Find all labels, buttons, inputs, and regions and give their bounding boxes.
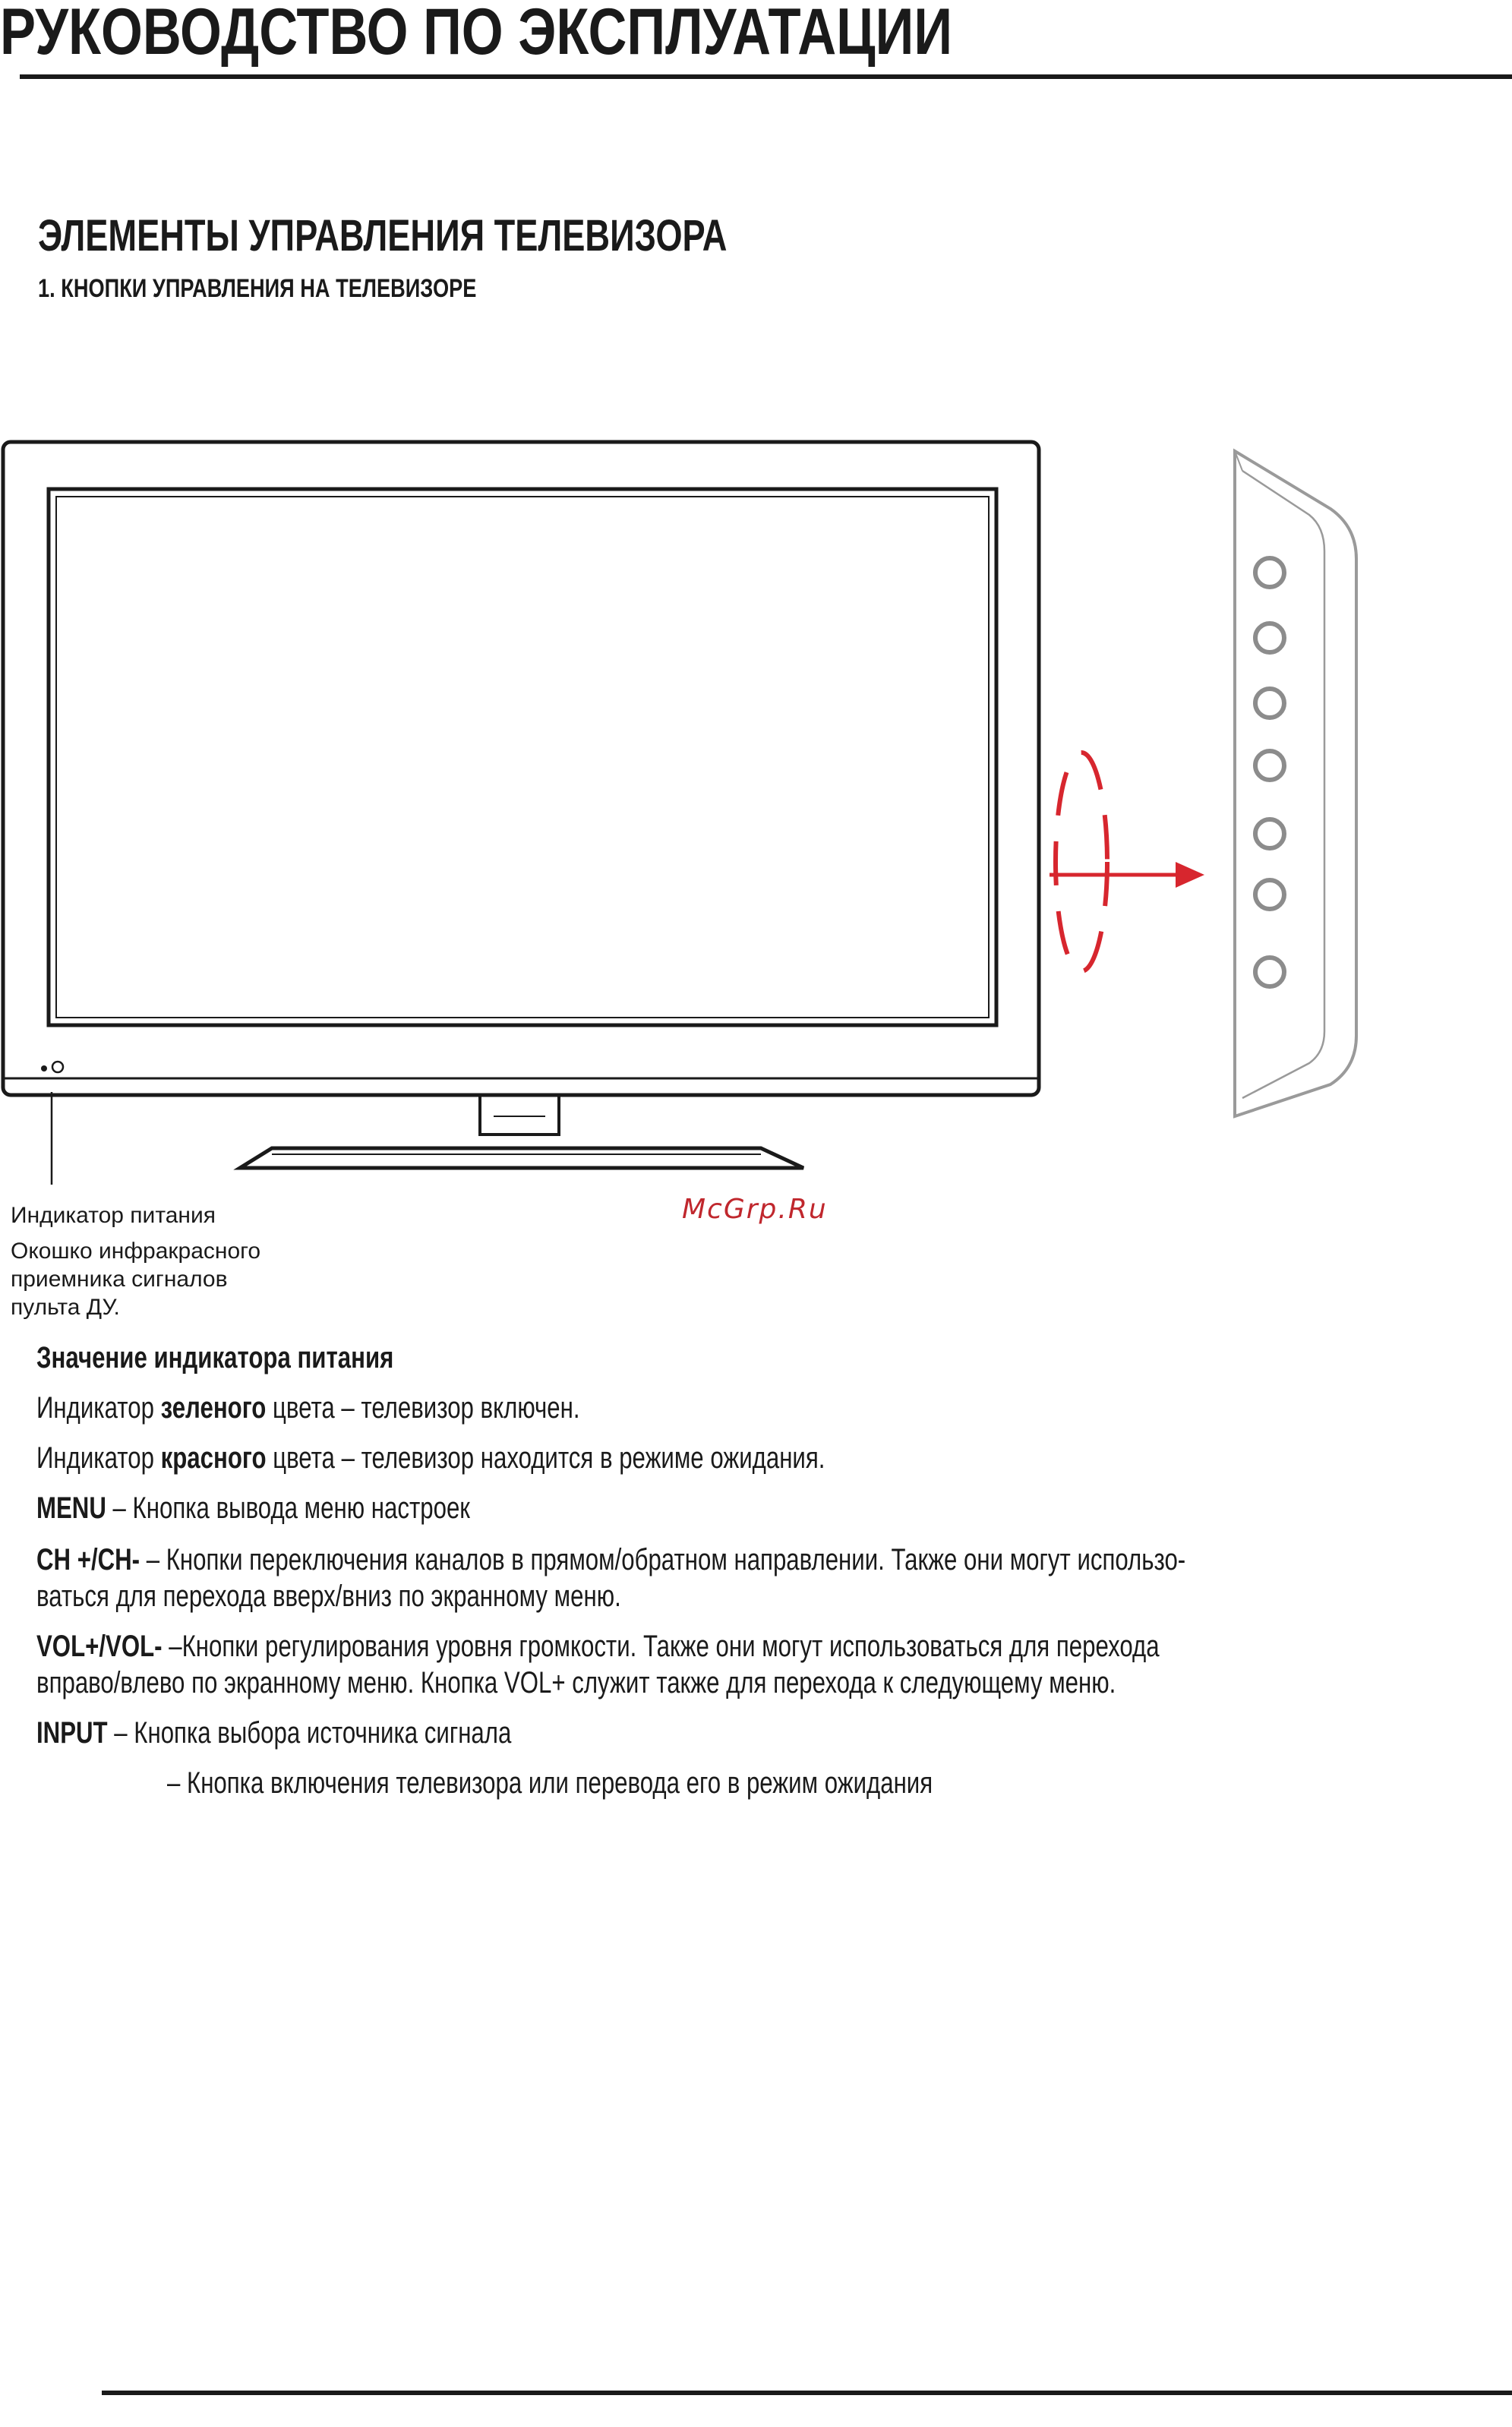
volume-text-cont: вправо/влево по экранному меню. Кнопка VOL+ служит также для перехода к следующему меню. — [36, 1666, 1116, 1700]
page-title: РУКОВОДСТВО ПО ЭКСПЛУАТАЦИИ — [0, 0, 953, 68]
side-button — [1255, 558, 1284, 587]
side-button — [1255, 880, 1284, 909]
red-suffix: цвета – телевизор находится в режиме ожидания. — [266, 1441, 825, 1475]
volume-key: VOL+/VOL- — [36, 1630, 163, 1663]
input-text: – Кнопка выбора источника сигнала — [107, 1716, 512, 1750]
side-button — [1255, 819, 1284, 848]
power-indicator-dot — [41, 1065, 47, 1071]
green-word: зеленого — [160, 1391, 267, 1425]
menu-text: – Кнопка вывода меню настроек — [106, 1491, 470, 1525]
input-key: INPUT — [36, 1716, 108, 1750]
side-buttons — [1255, 558, 1284, 986]
red-word: красного — [160, 1441, 267, 1475]
volume-text: –Кнопки регулирования уровня громкости. Также они могут использоваться для перехода — [162, 1630, 1160, 1663]
menu-key: MENU — [36, 1491, 106, 1525]
input-description — [36, 1715, 1340, 1751]
side-button — [1255, 623, 1284, 652]
side-button — [1255, 958, 1284, 986]
tv-screen — [49, 489, 996, 1025]
tv-controls-diagram — [0, 425, 1512, 1185]
watermark: McGrp.Ru — [682, 1194, 828, 1225]
power-text: – Кнопка включения телевизора или перевода его в режим ожидания — [167, 1766, 933, 1800]
volume-description — [36, 1628, 1340, 1701]
ir-window — [52, 1062, 63, 1072]
indicator-heading-text: Значение индикатора питания — [36, 1341, 394, 1374]
power-indicator-label: Индикатор питания — [11, 1203, 216, 1228]
side-button — [1255, 689, 1284, 718]
indicator-red-line — [36, 1440, 1340, 1476]
green-prefix: Индикатор — [36, 1391, 161, 1425]
channel-description — [36, 1542, 1340, 1614]
indicator-heading — [36, 1340, 1340, 1376]
subsection-title: 1. КНОПКИ УПРАВЛЕНИЯ НА ТЕЛЕВИЗОРЕ — [38, 274, 477, 303]
bottom-rule — [102, 2391, 1512, 2395]
ir-window-label-line2: приемника сигналов — [11, 1267, 228, 1292]
menu-description — [36, 1490, 1340, 1526]
channel-key: CH +/CH- — [36, 1543, 140, 1576]
channel-text: – Кнопки переключения каналов в прямом/обратном направлении. Также они могут использо- — [140, 1543, 1186, 1576]
power-description — [167, 1765, 1470, 1801]
channel-text-cont: ваться для перехода вверх/вниз по экранному меню. — [36, 1580, 621, 1613]
indicator-green-line — [36, 1390, 1340, 1426]
side-button — [1255, 751, 1284, 780]
red-prefix: Индикатор — [36, 1441, 161, 1475]
title-rule — [20, 74, 1512, 79]
side-panel-outline — [1235, 451, 1356, 1116]
green-suffix: цвета – телевизор включен. — [266, 1391, 580, 1425]
section-title: ЭЛЕМЕНТЫ УПРАВЛЕНИЯ ТЕЛЕВИЗОРА — [38, 211, 728, 260]
tv-stand-neck — [480, 1095, 559, 1135]
tv-stand-base — [240, 1148, 803, 1168]
ir-window-label-line1: Окошко инфракрасного — [11, 1239, 261, 1264]
ir-window-label-line3: пульта ДУ. — [11, 1295, 120, 1320]
tv-frame — [3, 442, 1039, 1095]
tv-screen-inner — [56, 497, 989, 1018]
pointer-arrow-head — [1176, 862, 1204, 888]
side-panel-highlight — [1056, 753, 1107, 971]
